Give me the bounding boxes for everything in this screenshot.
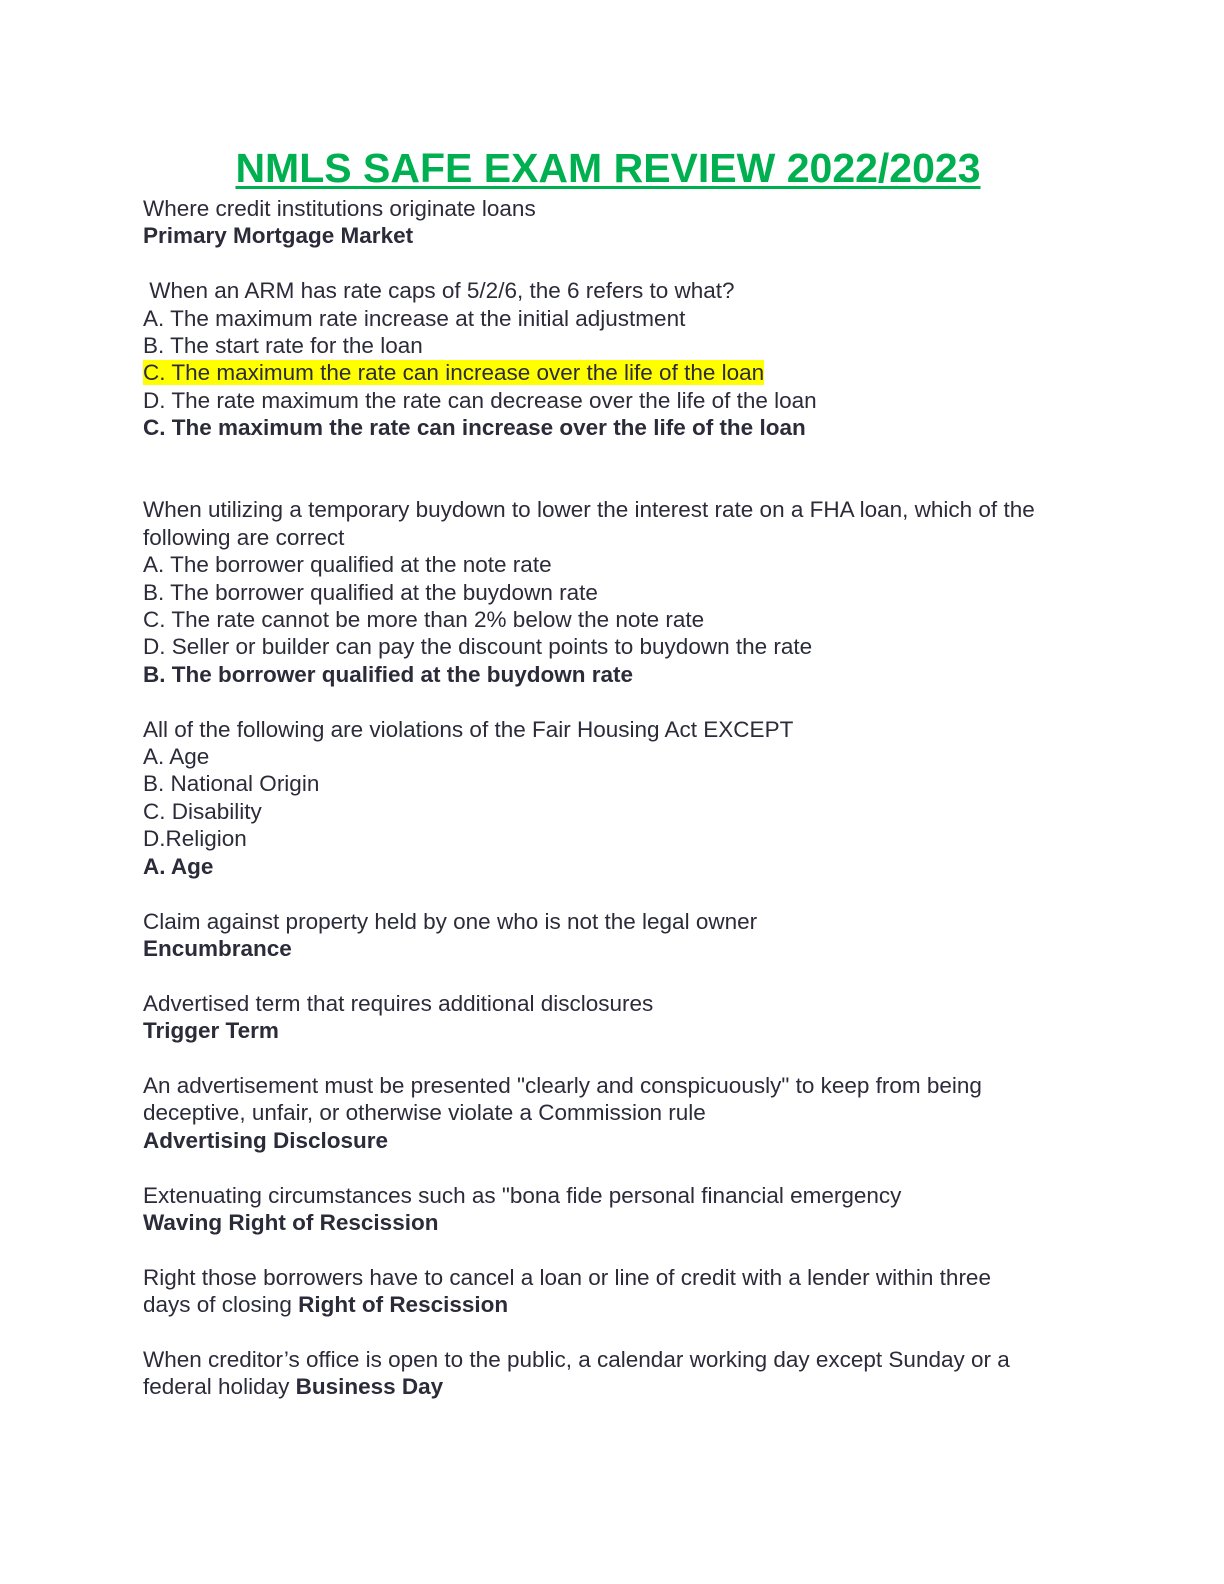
option-a: A. Age [143, 744, 210, 770]
answer-text: Waving Right of Rescission [143, 1209, 439, 1235]
answer-text: Primary Mortgage Market [143, 223, 414, 249]
question-block-8 [143, 1182, 1083, 1237]
option-a: A. The maximum rate increase at the initial adjustment [143, 305, 686, 331]
question-text-line-1: When creditor’s office is open to the public, a calendar working day except Sunday or a [143, 1346, 1010, 1372]
answer-text: Encumbrance [143, 935, 292, 961]
question-block-1 [143, 195, 1083, 250]
option-b: B. National Origin [143, 771, 320, 797]
answer-text: Right of Rescission [298, 1292, 509, 1318]
question-text: An advertisement must be presented "clearly and conspicuously" to keep from being deceptive, unfair, or otherwise violate a Commission rule [143, 1072, 982, 1126]
question-text-line-2 [143, 1373, 1083, 1400]
question-block-7 [143, 1072, 1083, 1154]
option-d: D.Religion [143, 826, 247, 852]
answer-text: Business Day [295, 1374, 444, 1400]
question-text-line-1: Right those borrowers have to cancel a loan or line of credit with a lender within three [143, 1264, 991, 1290]
document-title: NMLS SAFE EXAM REVIEW 2022/2023 [235, 145, 981, 191]
question-text: Advertised term that requires additional disclosures [143, 990, 654, 1016]
option-d: D. Seller or builder can pay the discount points to buydown the rate [143, 634, 813, 660]
answer-text: Advertising Disclosure [143, 1127, 389, 1153]
answer-text: B. The borrower qualified at the buydown rate [143, 661, 634, 687]
option-a: A. The borrower qualified at the note rate [143, 552, 552, 578]
option-b: B. The start rate for the loan [143, 333, 423, 359]
question-block-6 [143, 990, 1083, 1045]
highlighted-text: C. The maximum the rate can increase over the life of the loan [143, 360, 765, 386]
question-text-tail: federal holiday [143, 1374, 296, 1400]
question-text: All of the following are violations of the Fair Housing Act EXCEPT [143, 716, 794, 742]
answer-text: C. The maximum the rate can increase over the life of the loan [143, 415, 806, 441]
option-c-highlighted [143, 359, 1083, 386]
question-text: Claim against property held by one who is not the legal owner [143, 908, 758, 934]
document-page [143, 143, 1083, 1401]
option-c: C. Disability [143, 798, 262, 824]
question-block-4 [143, 716, 1083, 880]
question-block-5 [143, 908, 1083, 963]
answer-text: Trigger Term [143, 1018, 279, 1044]
question-text: Where credit institutions originate loans [143, 196, 536, 221]
question-block-2 [143, 277, 1083, 441]
question-text: Extenuating circumstances such as "bona fide personal financial emergency [143, 1182, 902, 1208]
option-b: B. The borrower qualified at the buydown rate [143, 579, 598, 605]
question-text: When an ARM has rate caps of 5/2/6, the 6 refers to what? [143, 278, 735, 304]
question-text-line-2 [143, 1291, 1083, 1318]
question-text-tail: days of closing [143, 1292, 299, 1318]
option-c: C. The rate cannot be more than 2% below the note rate [143, 607, 705, 633]
question-block-10 [143, 1346, 1083, 1401]
question-block-9 [143, 1264, 1083, 1319]
answer-text: A. Age [143, 853, 214, 879]
question-text: When utilizing a temporary buydown to lower the interest rate on a FHA loan, which of the following are correct [143, 497, 1035, 550]
question-block-3 [143, 496, 1083, 688]
option-d: D. The rate maximum the rate can decrease over the life of the loan [143, 387, 817, 413]
